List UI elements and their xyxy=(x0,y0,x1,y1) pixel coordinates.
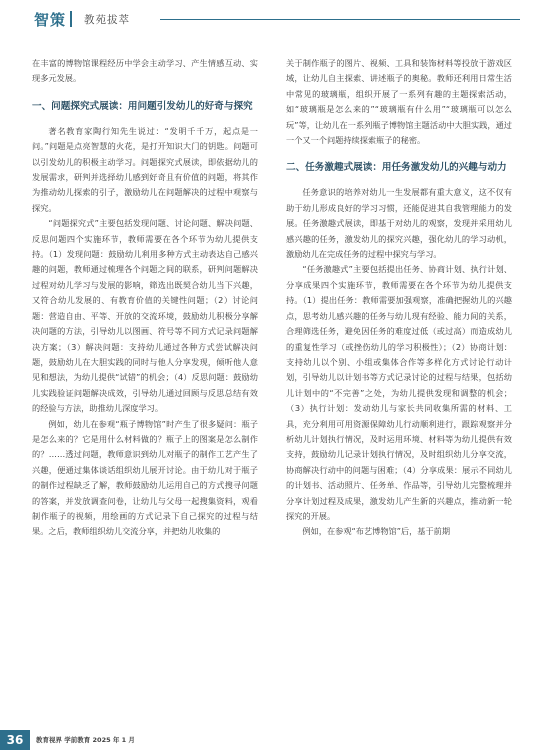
header-rule xyxy=(160,19,520,20)
right-column xyxy=(286,56,512,540)
right-paragraph-3: 例如，在参观“布艺博物馆”后，基于前期 xyxy=(302,526,451,537)
page-number: 36 xyxy=(0,730,30,750)
page-footer xyxy=(0,730,550,750)
section-heading-2: 二、任务激趣式展读：用任务激发幼儿的兴趣与动力 xyxy=(286,162,507,174)
header-section: 教苑拔萃 xyxy=(84,14,130,26)
left-paragraph-2: “问题探究式”主要包括发现问题、讨论问题、解决问题、反思问题四个实施环节，教师需要在各个环节为幼儿提供支持。（1）发现问题：鼓励幼儿利用多种方式主动表达自己感兴趣的问题，教师通过梳理各个问题之间的联系，研判问题解决过程对幼儿学习与发展的影响，筛选出既契合幼儿当下兴趣，又符合幼儿发展的、有教育价值的关键性问题；（2）讨论问题：营造自由、平等、开放的交流环境，鼓励幼儿积极分享解决问题的方法，引导幼儿以图画、符号等不同方式记录问题解决方案；（3）解决问题：支持幼儿通过各种方式尝试解决问题，鼓励幼儿在大胆实践的同时与他人分享发现，倾听他人意见和想法，为幼儿提供“试错”的机会；（4）反思问题：鼓励幼儿实践验证问题解决成效，引导幼儿通过回顾与反思总结有效的经验与方法，助推幼儿深度学习。 xyxy=(32,218,258,414)
left-paragraph-3: 例如，幼儿在参观“瓶子博物馆”时产生了很多疑问：瓶子是怎么来的？它是用什么材料做的？瓶子上的图案是怎么制作的？……透过问题，教师意识到幼儿对瓶子的制作工艺产生了兴趣，便通过集体谈话组织幼儿展开讨论。由于幼儿对于瓶子的制作过程缺乏了解，教师鼓励幼儿运用自己的方式搜寻问题的答案，并发放调查问卷，让幼儿与父母一起搜集资料，观看制作瓶子的视频，用绘画的方式记录下自己探究的过程与结果。之后，教师组织幼儿交流分享，并把幼儿收集的 xyxy=(32,418,258,537)
left-paragraph-0: 在丰富的博物馆课程经历中学会主动学习、产生情感互动、实现多元发展。 xyxy=(32,58,258,84)
header-brand: 智策 xyxy=(34,11,67,29)
left-paragraph-1: 著名教育家陶行知先生说过：“发明千千万，起点是一问。”问题是点亮智慧的火花，是打开知识大门的钥匙。问题可以引发幼儿的积极主动学习。问题探究式展读，即依据幼儿的发展需求，研判并选择幼儿感到好奇且有价值的问题，将其作为推动幼儿探索的引子，激励幼儿在问题解决的过程中观察与探究。 xyxy=(32,125,258,213)
section-heading-1: 一、问题探究式展读：用问题引发幼儿的好奇与探究 xyxy=(32,100,253,112)
left-column xyxy=(32,56,258,540)
journal-name: 教育视界 学前教育 2025 年 1 月 xyxy=(36,736,135,744)
page-header xyxy=(0,0,550,40)
right-paragraph-2: “任务激趣式”主要包括提出任务、协商计划、执行计划、分享成果四个实施环节，教师需要在各个环节为幼儿提供支持。（1）提出任务：教师需要加强观察，准确把握幼儿的兴趣点，思考幼儿感兴趣的任务与幼儿现有经验、能力间的关系，合理筛选任务，避免因任务的难度过低（或过高）而造成幼儿的重复性学习（或挫伤幼儿的学习积极性）；（2）协商计划：支持幼儿以个别、小组或集体合作等多样化方式讨论行动计划，引导幼儿以计划书等方式记录讨论的过程与结果，包括幼儿计划中的“不完善”之处，为幼儿提供发现和调整的机会；（3）执行计划：发动幼儿与家长共同收集所需的材料、工具，充分利用可用资源保障幼儿行动顺利进行，跟踪观察并分析幼儿计划执行情况，及时运用环境、材料等为幼儿提供有效支持，鼓励幼儿记录计划执行情况，及时组织幼儿分享交流，协商解决行动中的问题与困难；（4）分享成果：展示不同幼儿的计划书、活动照片、任务单、作品等，引导幼儿完整梳理并分享计划过程及成果，激发幼儿产生新的兴趣点，推动新一轮探究的开展。 xyxy=(286,264,512,521)
header-separator xyxy=(70,11,72,27)
right-paragraph-0: 关于制作瓶子的图片、视频、工具和装饰材料等投放于游戏区域，让幼儿自主探索、讲述瓶子的奥秘。教师还利用日常生活中常见的玻璃瓶，组织开展了一系列有趣的主题探索活动，如“玻璃瓶是怎么来的”“玻璃瓶有什么用”“玻璃瓶可以怎么玩”等，让幼儿在一系列瓶子博物馆主题活动中大胆实践，通过一个又一个问题持续探索瓶子的秘密。 xyxy=(286,58,512,146)
right-paragraph-1: 任务意识的培养对幼儿一生发展都有重大意义，这不仅有助于幼儿形成良好的学习习惯，还能促进其自我管理能力的发展。任务激趣式展读，即基于对幼儿的观察，发现并采用幼儿感兴趣的任务，激发幼儿的探究兴趣，强化幼儿的学习动机，激励幼儿在完成任务的过程中探究与学习。 xyxy=(286,187,512,260)
